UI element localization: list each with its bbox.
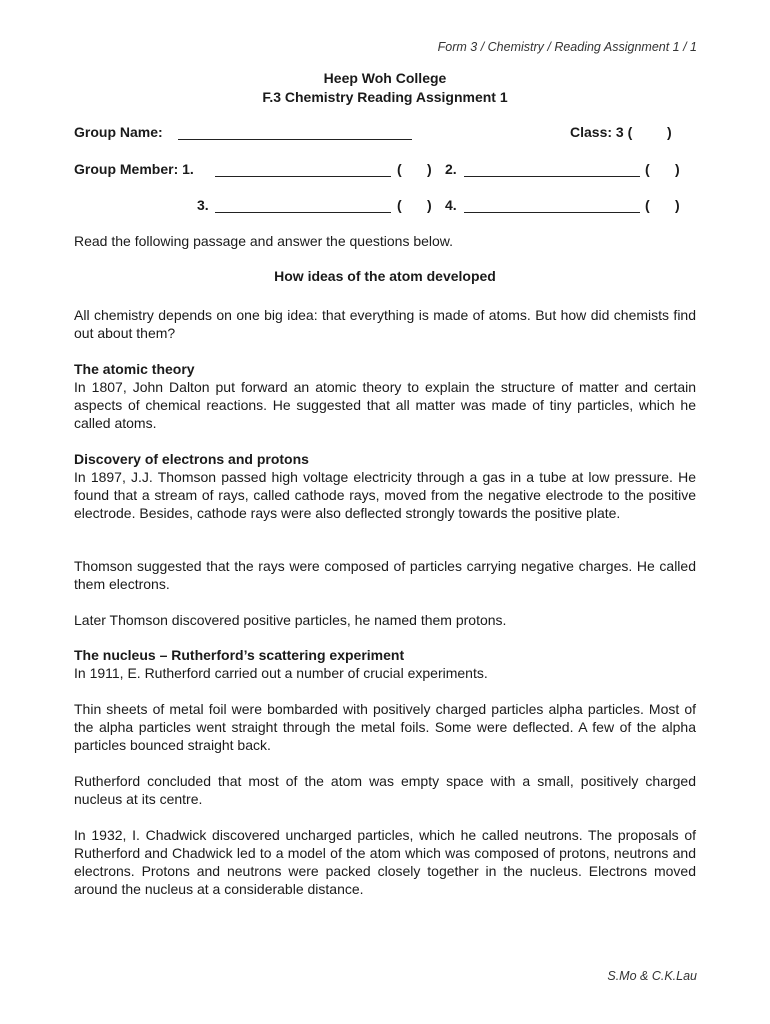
member-4-paren-close: ) [675, 197, 680, 213]
group-name-label: Group Name: [74, 124, 163, 140]
member-3-number: 3. [197, 197, 209, 213]
member-2-blank[interactable] [464, 176, 640, 177]
atomic-theory-heading: The atomic theory [74, 361, 195, 377]
nucleus-heading: The nucleus – Rutherford’s scattering experiment [74, 647, 405, 663]
protons-paragraph: Later Thomson discovered positive particles, he named them protons. [74, 612, 507, 628]
member-2-number: 2. [445, 161, 457, 177]
neutrons-paragraph: In 1932, I. Chadwick discovered uncharged particles, which he called neutrons. The proposals of Rutherford and Chadwick led to a model of the atom which was composed of protons, neutrons and electrons. Protons and neutrons were packed closely together in the nucleus. Electrons moved around the nucleus at a considerable distance. [74, 827, 696, 897]
member-4-number: 4. [445, 197, 457, 213]
nucleus-paragraph-3: Rutherford concluded that most of the atom was empty space with a small, positively charged nucleus at its centre. [74, 773, 696, 807]
group-member-label: Group Member: 1. [74, 161, 194, 177]
group-name-blank[interactable] [178, 139, 412, 140]
member-4-paren-open: ( [645, 197, 650, 213]
class-label: Class: 3 ( [570, 124, 633, 140]
authors-footer: S.Mo & C.K.Lau [607, 969, 697, 983]
class-close-paren: ) [667, 124, 672, 140]
electrons-paragraph-1: In 1897, J.J. Thomson passed high voltage electricity through a gas in a tube at low pressure. He found that a stream of rays, called cathode rays, moved from the negative electrode to the positive electrode. Besides, cathode rays were also deflected strongly towards the positive plate. [74, 469, 696, 521]
nucleus-paragraph-1: In 1911, E. Rutherford carried out a number of crucial experiments. [74, 665, 488, 681]
member-3-paren-open: ( [397, 197, 402, 213]
nucleus-paragraph-2: Thin sheets of metal foil were bombarded with positively charged particles alpha particles. Most of the alpha particles went straight through the metal foils. Some were deflected. A few of the alpha particles bounced straight back. [74, 701, 696, 753]
member-4-blank[interactable] [464, 212, 640, 213]
page-reference: Form 3 / Chemistry / Reading Assignment 1 / 1 [437, 40, 697, 54]
electrons-heading: Discovery of electrons and protons [74, 451, 309, 467]
atomic-theory-paragraph: In 1807, John Dalton put forward an atomic theory to explain the structure of matter and certain aspects of chemical reactions. He suggested that all matter was made of tiny particles, which he called atoms. [74, 379, 696, 431]
member-1-paren-close: ) [427, 161, 432, 177]
member-3-blank[interactable] [215, 212, 391, 213]
school-title: Heep Woh College [323, 70, 447, 86]
member-2-paren-close: ) [675, 161, 680, 177]
member-2-paren-open: ( [645, 161, 650, 177]
electrons-paragraph-2: Thomson suggested that the rays were composed of particles carrying negative charges. He called them electrons. [74, 558, 696, 592]
instruction-text: Read the following passage and answer the questions below. [74, 233, 454, 249]
intro-paragraph: All chemistry depends on one big idea: that everything is made of atoms. But how did chemists find out about them? [74, 307, 696, 341]
assignment-title: F.3 Chemistry Reading Assignment 1 [262, 89, 508, 105]
passage-title: How ideas of the atom developed [274, 268, 496, 284]
member-1-paren-open: ( [397, 161, 402, 177]
member-3-paren-close: ) [427, 197, 432, 213]
member-1-blank[interactable] [215, 176, 391, 177]
